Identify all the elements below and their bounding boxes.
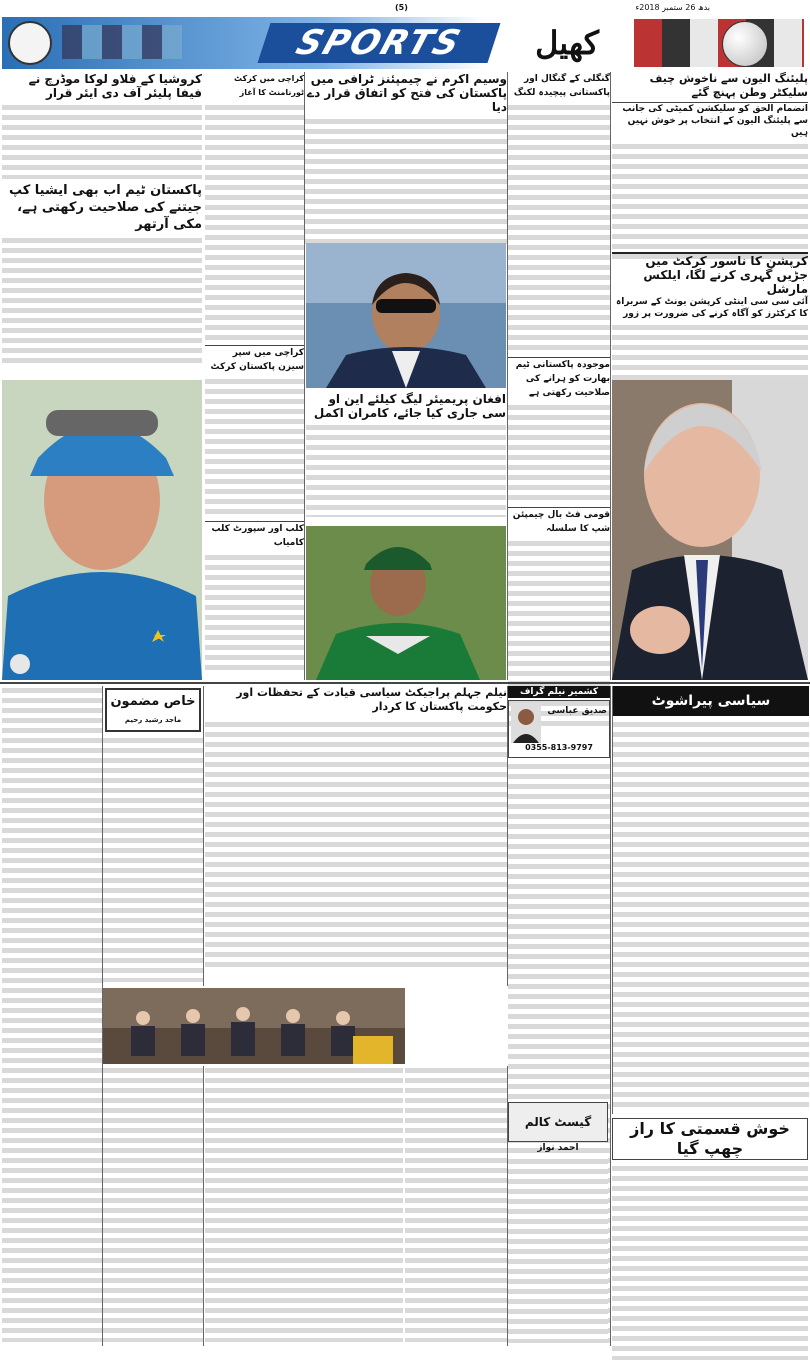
- headline: نیلم جہلم پراجیکٹ سیاسی قیادت کے تحفظات اور حکومت پاکستان کا کردار: [236, 686, 507, 713]
- sports-collage: [62, 25, 182, 59]
- article-body: [103, 736, 203, 982]
- writer-name: احمد نواز: [537, 1143, 579, 1153]
- article-column-2: [508, 72, 611, 680]
- headline: گنگلی کے گنگال اور پاکستانی پیچیدہ لکنگ: [513, 74, 610, 98]
- headline: وسیم اکرم نے چیمپئنز ٹرافی میں پاکستان کی فتح کو اتفاق قرار دے دیا: [307, 72, 507, 114]
- page-number: (5): [395, 3, 408, 12]
- headline: کروشیا کے فلاو لوکا موڈرچ نے فیفا پلیئر آف دی ایئر قرار: [28, 72, 202, 100]
- article-body: [205, 377, 304, 517]
- column-luck: [612, 1118, 808, 1347]
- article-body: [205, 720, 507, 968]
- tennis-ball-icon: [8, 21, 52, 65]
- article-neelum-jhelum: [205, 686, 508, 986]
- article-body: [2, 686, 102, 1342]
- wasim-akram-photo: [306, 243, 506, 388]
- article-body: [2, 103, 202, 179]
- headline: پاکستان ٹیم اب بھی ایشیا کپ جیتنے کی صلاحیت رکھتی ہے، مکی آرتھر: [8, 183, 202, 232]
- article-kamran-akmal: [306, 392, 506, 524]
- headline: کراچی میں سپر سیزن پاکستان کرکٹ: [205, 345, 304, 374]
- writer-phone: 0355-813-9797: [525, 743, 593, 752]
- column-title: گیسٹ کالم: [508, 1102, 608, 1142]
- writer-name: صدیق عباسی: [547, 706, 607, 716]
- article-body: [508, 103, 610, 353]
- subheadline: انضمام الحق کو سلیکشن کمیٹی کی جانب سے پلیئنگ الیون کے انتخاب پر خوش نہیں ہیں: [612, 102, 808, 139]
- column-title: سیاسی پیراشوٹ: [613, 686, 809, 716]
- headline: کلب اور سپورٹ کلب کامیاب: [205, 521, 304, 550]
- players-collage: [634, 19, 804, 67]
- subheadline: آئی سی سی اینٹی کرپشن یونٹ کے سربراہ کا کرکٹرز کو آگاہ کرنے کی ضرورت پر زور: [615, 297, 808, 319]
- football-icon: [722, 21, 768, 67]
- article-body: [103, 1066, 203, 1342]
- sports-banner: [2, 17, 808, 69]
- headline: پلیئنگ الیون سے ناخوش چیف سلیکٹر وطن پہنچ گئے: [649, 72, 808, 99]
- headline: افغان پریمیئر لیگ کیلئے این او سی جاری کیا جائے، کامران اکمل: [313, 392, 506, 420]
- article-body: [508, 403, 610, 503]
- writer-name: ماجد رشید رحیم: [124, 716, 182, 724]
- article-column-4: [205, 72, 305, 680]
- headline: قومی فٹ بال چیمپئن شپ کا سلسلہ: [508, 507, 610, 536]
- article-body-continued: [405, 1066, 508, 1346]
- headline: خوش قسمتی کا راز چھپ گیا: [612, 1118, 808, 1160]
- writer-card: [508, 700, 610, 758]
- masthead: [0, 0, 810, 16]
- article-body: [2, 236, 202, 366]
- column-writer-label: کشمیر نیلم گراف: [508, 686, 610, 698]
- sports-label: SPORTS: [258, 23, 501, 63]
- article-body: [205, 103, 304, 341]
- column-title-box: [105, 688, 201, 732]
- writer-avatar: [511, 703, 541, 743]
- article-marshall: [612, 252, 808, 380]
- article-body: [613, 720, 809, 1110]
- article-body: [205, 1066, 403, 1342]
- column-title: خاص مضمون: [110, 694, 196, 709]
- article-body: [205, 553, 304, 673]
- article-body: [305, 117, 507, 249]
- alex-marshall-photo: [612, 380, 808, 680]
- column-guest: [508, 1102, 608, 1346]
- article-body: [612, 142, 808, 264]
- article-body: [306, 423, 506, 517]
- urdu-sports-label: کھیل: [535, 24, 599, 62]
- headline: موجودہ پاکستانی ٹیم بھارت کو ہرانے کی صلاحیت رکھتی ہے: [508, 357, 610, 400]
- article-chief-selector: [612, 72, 808, 252]
- date-line: بدھ 26 ستمبر 2018ء: [635, 3, 710, 12]
- article-body: [508, 1157, 608, 1343]
- headline: کرپشن کا ناسور کرکٹ میں جڑیں گہری کرنے لگا، ایلکس مارشل: [643, 254, 808, 296]
- article-body-continued-2: [205, 1066, 403, 1346]
- headline: کراچی میں کرکٹ ٹورنامنٹ کا آغاز: [234, 74, 304, 97]
- article-body: [405, 1066, 507, 1342]
- column-khaas-continued: [103, 1066, 204, 1346]
- article-body: [612, 1164, 808, 1360]
- article-modric: [2, 72, 202, 378]
- article-body: [508, 762, 610, 1112]
- mickey-arthur-photo: [2, 380, 202, 680]
- column-siyasi-parachute: [612, 686, 809, 1114]
- kamran-akmal-photo: [306, 526, 506, 680]
- page-divider: [0, 682, 810, 684]
- column-left-continued: [2, 686, 103, 1346]
- meeting-photo: [103, 988, 405, 1064]
- column-khaas-mazmoon: [103, 686, 204, 986]
